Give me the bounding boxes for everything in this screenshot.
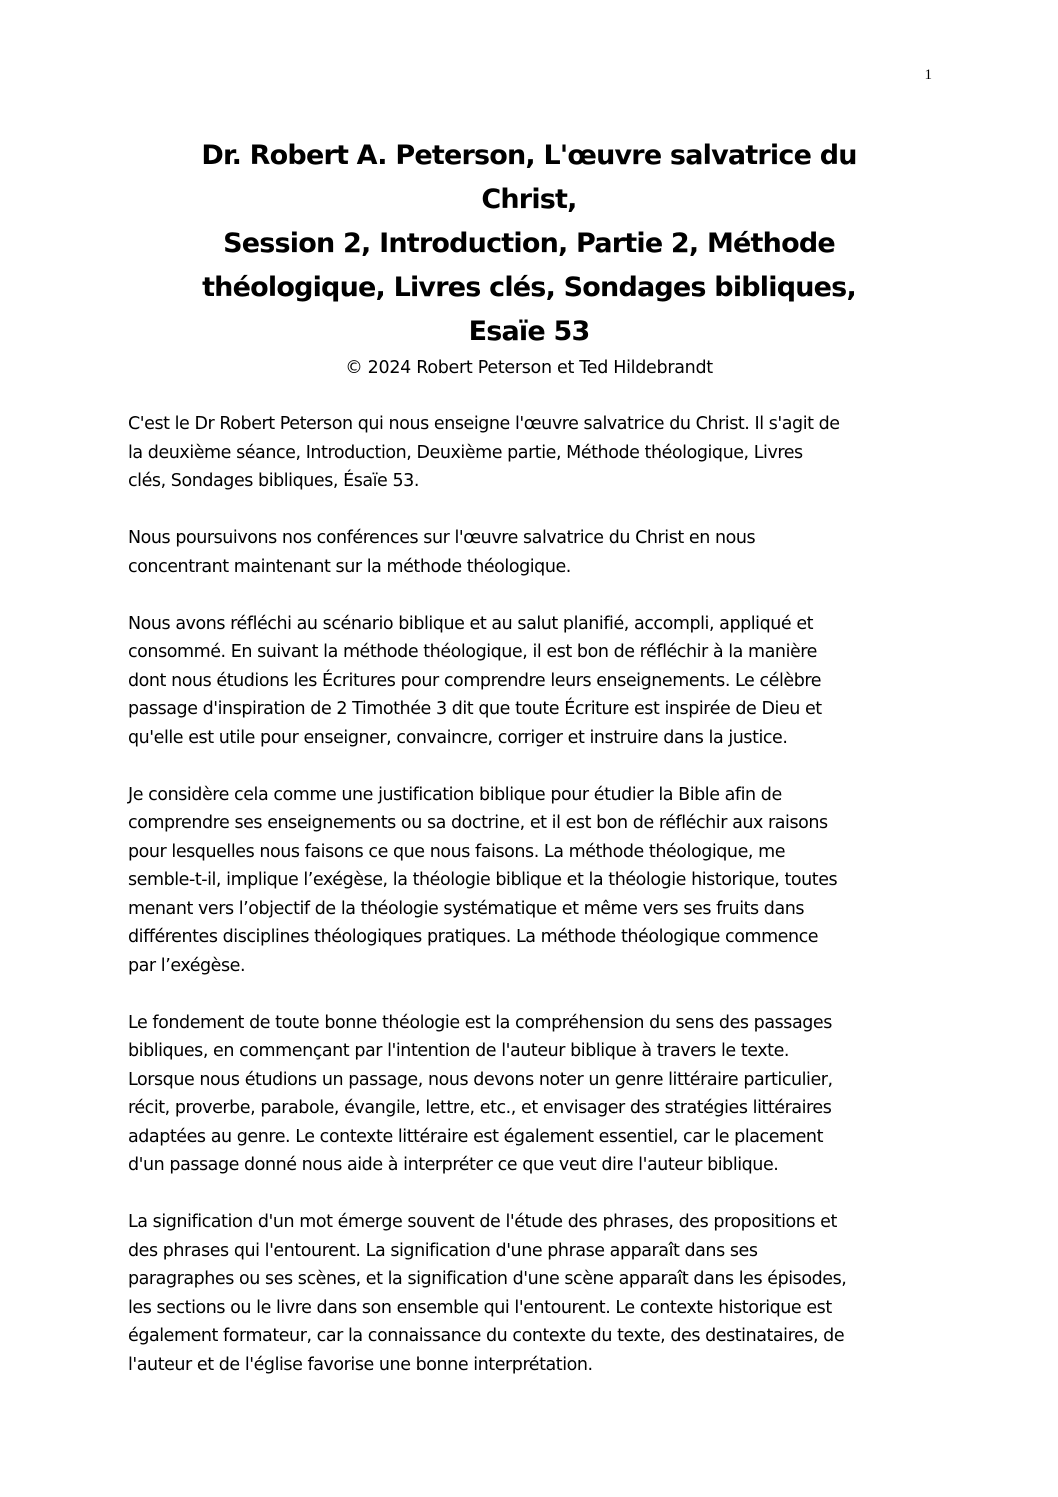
title-line: Session 2, Introduction, Partie 2, Méthode bbox=[223, 228, 835, 259]
text-line: différentes disciplines théologiques pratiques. La méthode théologique commence bbox=[128, 927, 819, 947]
text-line: adaptées au genre. Le contexte littéraire est également essentiel, car le placement bbox=[128, 1126, 823, 1147]
title-line: Dr. Robert A. Peterson, L'œuvre salvatrice du bbox=[201, 140, 857, 171]
text-line: les sections ou le livre dans son ensemble qui l'entourent. Le contexte historique est bbox=[128, 1297, 832, 1318]
title-line: Esaïe 53 bbox=[468, 316, 590, 347]
paragraph bbox=[128, 1208, 938, 1379]
title-line: Christ, bbox=[481, 184, 577, 215]
paragraph bbox=[128, 524, 938, 581]
title-line: théologique, Livres clés, Sondages bibliques, bbox=[202, 272, 856, 303]
text-line: clés, Sondages bibliques, Ésaïe 53. bbox=[128, 471, 419, 491]
text-line: menant vers l’objectif de la théologie systématique et même vers ses fruits dans bbox=[128, 898, 805, 919]
text-line: La signification d'un mot émerge souvent de l'étude des phrases, des propositions et bbox=[128, 1212, 837, 1232]
text-line: passage d'inspiration de 2 Timothée 3 dit que toute Écriture est inspirée de Dieu et bbox=[128, 699, 822, 719]
text-line: consommé. En suivant la méthode théologique, il est bon de réfléchir à la manière bbox=[128, 642, 817, 662]
text-line: dont nous étudions les Écritures pour comprendre leurs enseignements. Le célèbre bbox=[128, 670, 822, 691]
text-line: bibliques, en commençant par l'intention de l'auteur biblique à travers le texte. bbox=[128, 1041, 790, 1061]
page-number: 1 bbox=[924, 67, 932, 83]
text-line: C'est le Dr Robert Peterson qui nous enseigne l'œuvre salvatrice du Christ. Il s'agit de bbox=[128, 414, 840, 434]
text-line: des phrases qui l'entourent. La signification d'une phrase apparaît dans ses bbox=[128, 1240, 758, 1261]
text-line: semble-t-il, implique l’exégèse, la théologie biblique et la théologie historique, toutes bbox=[128, 870, 838, 890]
text-line: Nous avons réfléchi au scénario biblique et au salut planifié, accompli, appliqué et bbox=[128, 613, 814, 634]
paragraph bbox=[128, 610, 938, 753]
text-line: comprendre ses enseignements ou sa doctrine, et il est bon de réfléchir aux raisons bbox=[128, 813, 828, 833]
document-body bbox=[128, 410, 938, 1408]
text-line: concentrant maintenant sur la méthode théologique. bbox=[128, 556, 571, 577]
document-title bbox=[128, 134, 930, 380]
paragraph bbox=[128, 781, 938, 981]
text-line: récit, proverbe, parabole, évangile, lettre, etc., et envisager des stratégies littéraires bbox=[128, 1098, 832, 1118]
text-line: paragraphes ou ses scènes, et la signification d'une scène apparaît dans les épisodes, bbox=[128, 1269, 847, 1289]
text-line: pour lesquelles nous faisons ce que nous faisons. La méthode théologique, me bbox=[128, 841, 786, 862]
text-line: Lorsque nous étudions un passage, nous devons noter un genre littéraire particulier, bbox=[128, 1069, 833, 1090]
text-line: qu'elle est utile pour enseigner, convaincre, corriger et instruire dans la justice. bbox=[128, 727, 788, 748]
text-line: Je considère cela comme une justification biblique pour étudier la Bible afin de bbox=[128, 784, 782, 805]
paragraph bbox=[128, 1009, 938, 1180]
text-line: également formateur, car la connaissance du contexte du texte, des destinataires, de bbox=[128, 1326, 845, 1346]
paragraph bbox=[128, 410, 938, 496]
text-line: Nous poursuivons nos conférences sur l'œuvre salvatrice du Christ en nous bbox=[128, 528, 756, 548]
text-line: la deuxième séance, Introduction, Deuxième partie, Méthode théologique, Livres bbox=[128, 442, 803, 463]
text-line: d'un passage donné nous aide à interpréter ce que veut dire l'auteur biblique. bbox=[128, 1155, 779, 1175]
text-line: Le fondement de toute bonne théologie est la compréhension du sens des passages bbox=[128, 1012, 832, 1033]
copyright-notice: © 2024 Robert Peterson et Ted Hildebrandt bbox=[345, 358, 713, 378]
text-line: l'auteur et de l'église favorise une bonne interprétation. bbox=[128, 1354, 593, 1375]
text-line: par l’exégèse. bbox=[128, 955, 246, 976]
